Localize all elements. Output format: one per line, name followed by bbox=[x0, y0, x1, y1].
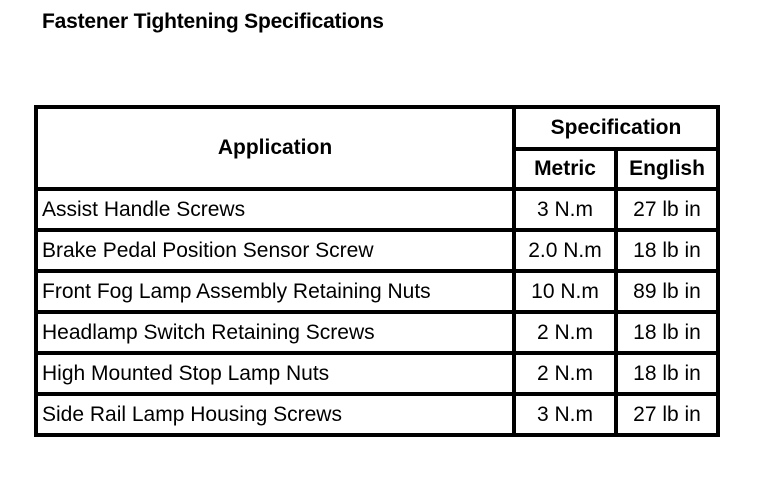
table-header bbox=[38, 109, 720, 191]
metric-cell: 3 N.m bbox=[516, 191, 618, 232]
application-cell: High Mounted Stop Lamp Nuts bbox=[38, 355, 516, 396]
metric-cell: 10 N.m bbox=[516, 273, 618, 314]
english-cell: 27 lb in bbox=[618, 191, 720, 232]
metric-cell: 2 N.m bbox=[516, 314, 618, 355]
english-cell: 89 lb in bbox=[618, 273, 720, 314]
metric-cell: 2 N.m bbox=[516, 355, 618, 396]
table-row bbox=[38, 355, 720, 396]
table-row bbox=[38, 396, 720, 437]
application-header: Application bbox=[38, 109, 516, 191]
metric-cell: 2.0 N.m bbox=[516, 232, 618, 273]
application-cell: Side Rail Lamp Housing Screws bbox=[38, 396, 516, 437]
table-row bbox=[38, 191, 720, 232]
application-cell: Front Fog Lamp Assembly Retaining Nuts bbox=[38, 273, 516, 314]
english-cell: 18 lb in bbox=[618, 314, 720, 355]
application-cell: Headlamp Switch Retaining Screws bbox=[38, 314, 516, 355]
fastener-spec-table bbox=[34, 105, 720, 437]
english-cell: 18 lb in bbox=[618, 355, 720, 396]
table-row bbox=[38, 273, 720, 314]
table-row bbox=[38, 232, 720, 273]
application-cell: Brake Pedal Position Sensor Screw bbox=[38, 232, 516, 273]
application-cell: Assist Handle Screws bbox=[38, 191, 516, 232]
page-title: Fastener Tightening Specifications bbox=[42, 10, 384, 33]
english-cell: 18 lb in bbox=[618, 232, 720, 273]
table-body bbox=[38, 191, 720, 437]
header-row-top bbox=[38, 109, 720, 151]
table-row bbox=[38, 314, 720, 355]
metric-cell: 3 N.m bbox=[516, 396, 618, 437]
english-cell: 27 lb in bbox=[618, 396, 720, 437]
specification-header: Specification bbox=[516, 109, 720, 151]
metric-header: Metric bbox=[516, 151, 618, 191]
english-header: English bbox=[618, 151, 720, 191]
